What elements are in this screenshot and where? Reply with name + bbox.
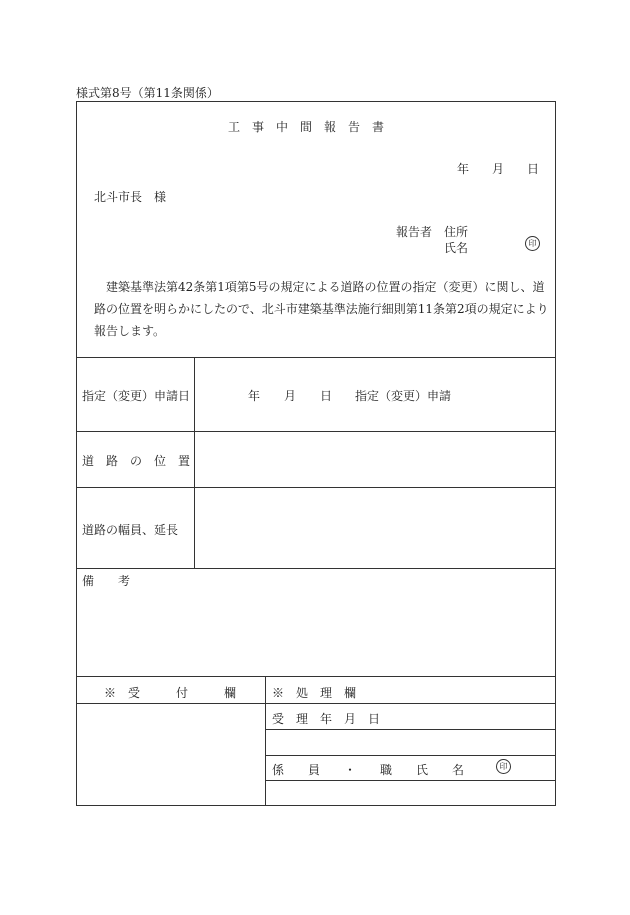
remarks-value[interactable] xyxy=(82,592,550,670)
row-label-road-width-length: 道路の幅員、延長 xyxy=(82,523,179,537)
divider-row-3 xyxy=(76,568,556,569)
reporter-label: 報告者 xyxy=(396,225,433,239)
remarks-label: 備 考 xyxy=(82,574,131,588)
designation-day-label: 日 xyxy=(320,389,333,403)
page-title: 工 事 中 間 報 告 書 xyxy=(228,120,385,134)
processing-label: ※ 処 理 欄 xyxy=(272,686,357,700)
column-divider-office xyxy=(265,676,266,806)
addressee: 北斗市長 様 xyxy=(94,190,167,204)
seal-glyph: 印 xyxy=(496,759,511,774)
road-width-length-value[interactable] xyxy=(200,496,550,560)
divider-office-2 xyxy=(266,755,556,756)
report-body-text: 建築基準法第42条第1項第5号の規定による道路の位置の指定（変更）に関し、道路の位置を明らかにしたので、北斗市建築基準法施行細則第11条第2項の規定により報告します。 xyxy=(94,280,549,338)
date-day-label: 日 xyxy=(527,162,540,176)
staff-seal-icon xyxy=(496,759,511,774)
staff-label: 係 員 ・ 職 氏 名 xyxy=(272,763,465,777)
divider-office-header xyxy=(76,703,556,704)
seal-glyph: 印 xyxy=(525,236,540,251)
row-label-designation-date: 指定（変更）申請日 xyxy=(82,389,191,403)
designation-year-label: 年 xyxy=(248,389,261,403)
reporter-seal-icon xyxy=(525,236,540,251)
divider-header xyxy=(76,357,556,358)
form-id: 様式第8号（第11条関係） xyxy=(76,86,219,100)
reception-label: ※ 受 付 欄 xyxy=(104,686,237,700)
designation-month-label: 月 xyxy=(284,389,297,403)
divider-office-1 xyxy=(266,729,556,730)
row-label-road-position: 道 路 の 位 置 xyxy=(82,454,191,468)
divider-row-1 xyxy=(76,431,556,432)
divider-office-3 xyxy=(266,780,556,781)
date-month-label: 月 xyxy=(492,162,505,176)
divider-remarks xyxy=(76,676,556,677)
designation-suffix: 指定（変更）申請 xyxy=(355,389,452,403)
date-year-label: 年 xyxy=(457,162,470,176)
column-divider-labels xyxy=(194,357,195,568)
received-date-label: 受 理 年 月 日 xyxy=(272,712,381,726)
divider-row-2 xyxy=(76,487,556,488)
reporter-address-label: 住所 xyxy=(444,225,469,239)
report-body xyxy=(94,276,550,342)
reporter-name-label: 氏名 xyxy=(444,241,469,255)
road-position-value[interactable] xyxy=(200,440,550,480)
